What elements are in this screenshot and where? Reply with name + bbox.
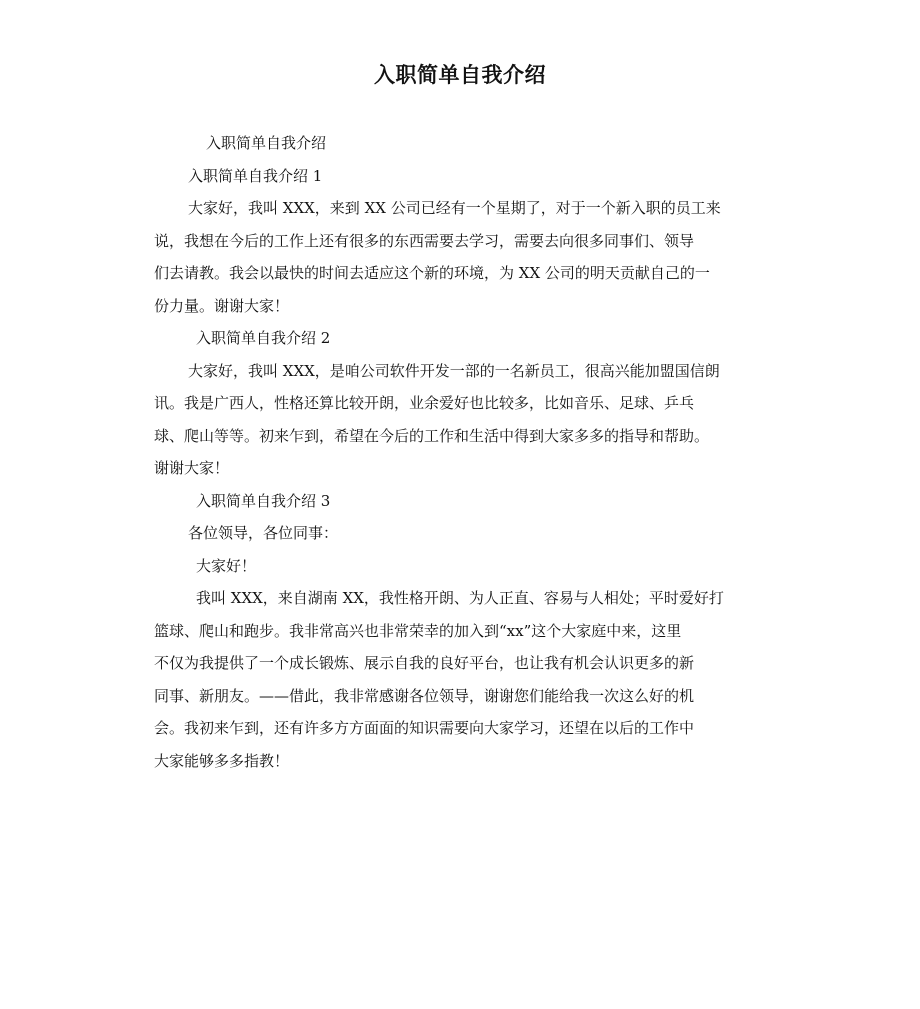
subtitle-line: 入职简单自我介绍 [206,134,327,152]
document-title: 入职简单自我介绍 [374,62,546,87]
paragraph-line: 球、爬山等等。初来乍到，希望在今后的工作和生活中得到大家多多的指导和帮助。 [154,426,710,445]
paragraph-line: 大家好！ [196,556,257,575]
paragraph-line: 不仅为我提供了一个成长锻炼、展示自我的良好平台，也让我有机会认识更多的新 [154,654,695,672]
paragraph-line: 大家好，我叫 XXX，是咱公司软件开发一部的一名新员工，很高兴能加盟国信朗 [188,361,720,380]
paragraph-line: 们去请教。我会以最快的时间去适应这个新的环境，为 XX 公司的明天贡献自己的一 [154,264,710,282]
paragraph-line: 篮球、爬山和跑步。我非常高兴也非常荣幸的加入到“xx”这个大家庭中来，这里 [154,621,682,640]
paragraph-line: 同事、新朋友。——借此，我非常感谢各位领导，谢谢您们能给我一次这么好的机 [154,686,695,705]
paragraph-line: 说，我想在今后的工作上还有很多的东西需要去学习，需要去向很多同事们、领导 [154,231,695,250]
paragraph-line: 会。我初来乍到，还有许多方方面面的知识需要向大家学习，还望在以后的工作中 [154,719,695,737]
paragraph-line: 各位领导，各位同事： [188,524,339,542]
paragraph-line: 大家能够多多指教！ [154,751,290,770]
paragraph-line: 讯。我是广西人，性格还算比较开朗，业余爱好也比较多，比如音乐、足球、乒乓 [154,394,695,412]
section-heading-1: 入职简单自我介绍 1 [188,166,323,185]
paragraph-line: 谢谢大家！ [154,459,230,477]
section-heading-3: 入职简单自我介绍 3 [196,491,331,510]
paragraph-line: 份力量。谢谢大家！ [154,296,290,315]
document-body [154,127,766,777]
paragraph-line: 大家好，我叫 XXX，来到 XX 公司已经有一个星期了，对于一个新入职的员工来 [188,199,721,217]
paragraph-line: 我叫 XXX，来自湖南 XX，我性格开朗、为人正直、容易与人相处；平时爱好打 [196,589,724,607]
section-heading-2: 入职简单自我介绍 2 [196,329,331,347]
